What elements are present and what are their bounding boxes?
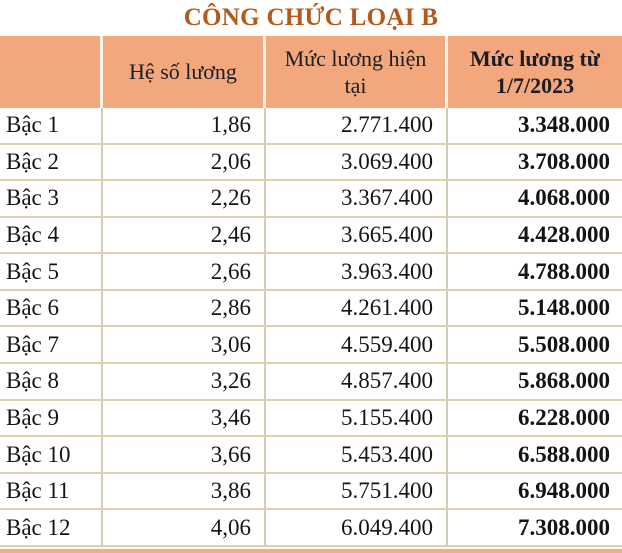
current-salary-cell: 4.857.400 [266,364,448,401]
table-body [0,108,622,547]
table-row [0,145,622,182]
title-bar [0,0,622,36]
coefficient-cell: 2,86 [103,291,266,328]
coefficient-cell: 2,26 [103,181,266,218]
level-cell: Bậc 5 [0,254,103,291]
new-salary-cell: 6.228.000 [448,401,622,438]
header-cell-level [0,36,103,108]
level-cell: Bậc 3 [0,181,103,218]
new-salary-cell: 5.508.000 [448,327,622,364]
current-salary-cell: 3.665.400 [266,218,448,255]
table-row [0,254,622,291]
current-salary-cell: 4.261.400 [266,291,448,328]
new-salary-cell: 3.708.000 [448,145,622,182]
table-row [0,291,622,328]
table-row [0,510,622,547]
table-row [0,364,622,401]
coefficient-cell: 4,06 [103,510,266,547]
level-cell: Bậc 2 [0,145,103,182]
current-salary-cell: 3.069.400 [266,145,448,182]
current-salary-cell: 2.771.400 [266,108,448,145]
level-cell: Bậc 7 [0,327,103,364]
current-salary-cell: 5.453.400 [266,437,448,474]
table-row [0,327,622,364]
level-cell: Bậc 11 [0,474,103,511]
new-salary-cell: 4.788.000 [448,254,622,291]
level-cell: Bậc 10 [0,437,103,474]
coefficient-cell: 3,26 [103,364,266,401]
table-row [0,181,622,218]
new-salary-cell: 6.948.000 [448,474,622,511]
level-cell: Bậc 4 [0,218,103,255]
table-header-row [0,36,622,108]
header-cell-coefficient: Hệ số lương [103,36,266,108]
new-salary-cell: 5.148.000 [448,291,622,328]
new-salary-cell: 7.308.000 [448,510,622,547]
table-row [0,401,622,438]
table-row [0,108,622,145]
current-salary-cell: 5.155.400 [266,401,448,438]
table-row [0,474,622,511]
coefficient-cell: 2,66 [103,254,266,291]
coefficient-cell: 3,46 [103,401,266,438]
coefficient-cell: 1,86 [103,108,266,145]
level-cell: Bậc 12 [0,510,103,547]
next-table-header-strip [0,549,622,553]
current-salary-cell: 6.049.400 [266,510,448,547]
new-salary-cell: 6.588.000 [448,437,622,474]
current-salary-cell: 5.751.400 [266,474,448,511]
page-title: CÔNG CHỨC LOẠI B [183,4,439,31]
current-salary-cell: 3.963.400 [266,254,448,291]
level-cell: Bậc 8 [0,364,103,401]
table-row [0,218,622,255]
level-cell: Bậc 1 [0,108,103,145]
new-salary-cell: 4.428.000 [448,218,622,255]
table-row [0,437,622,474]
level-cell: Bậc 6 [0,291,103,328]
coefficient-cell: 3,06 [103,327,266,364]
new-salary-cell: 4.068.000 [448,181,622,218]
header-cell-current-salary: Mức lương hiện tại [266,36,448,108]
new-salary-cell: 5.868.000 [448,364,622,401]
level-cell: Bậc 9 [0,401,103,438]
coefficient-cell: 2,46 [103,218,266,255]
coefficient-cell: 2,06 [103,145,266,182]
current-salary-cell: 4.559.400 [266,327,448,364]
header-cell-new-salary: Mức lương từ 1/7/2023 [470,45,600,98]
new-salary-cell: 3.348.000 [448,108,622,145]
coefficient-cell: 3,86 [103,474,266,511]
coefficient-cell: 3,66 [103,437,266,474]
current-salary-cell: 3.367.400 [266,181,448,218]
